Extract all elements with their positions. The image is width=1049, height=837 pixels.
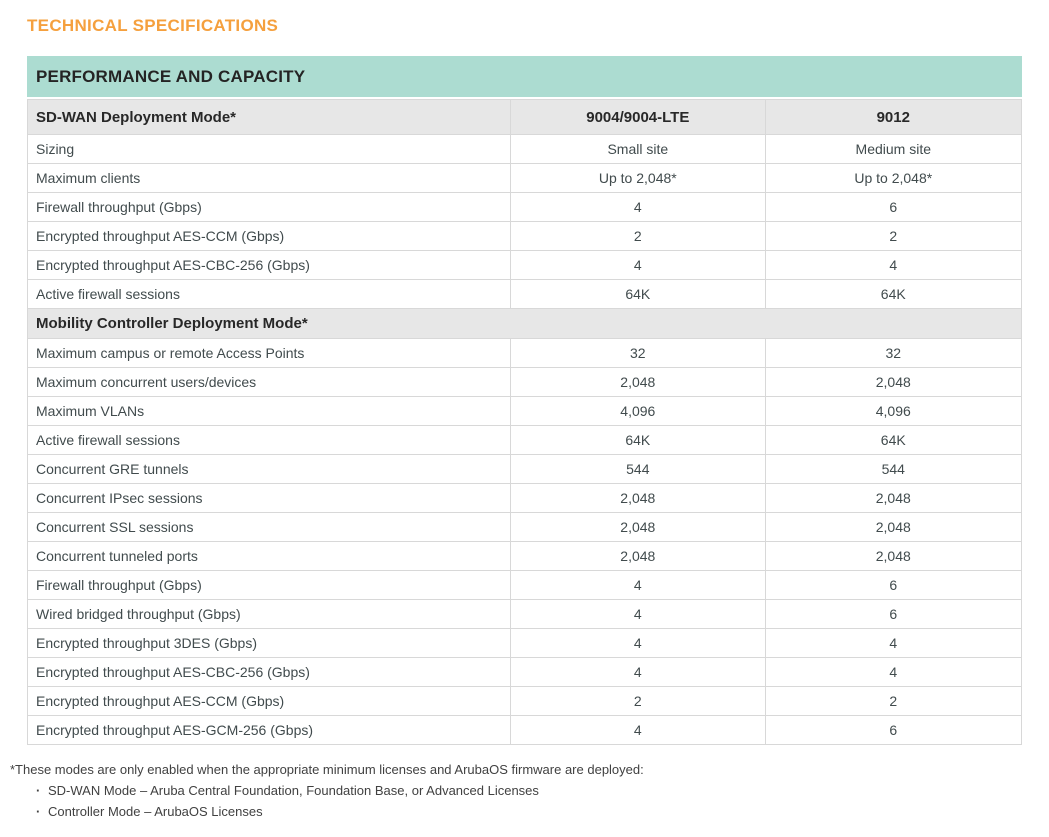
spec-value-9012: 2: [765, 687, 1021, 716]
spec-value-9004: 2: [511, 222, 765, 251]
table-row: [28, 571, 1022, 600]
spec-value-9004: 4: [511, 716, 765, 745]
spec-value-9004: 2: [511, 687, 765, 716]
footnote-bullet-text: SD-WAN Mode – Aruba Central Foundation, Foundation Base, or Advanced Licenses: [48, 783, 539, 798]
table-row: [28, 135, 1022, 164]
table-row: [28, 164, 1022, 193]
controller-rows-group: [28, 339, 1022, 745]
spec-value-9004: 4: [511, 658, 765, 687]
spec-label: Firewall throughput (Gbps): [28, 193, 511, 222]
table-row: [28, 455, 1022, 484]
performance-capacity-table: [27, 99, 1022, 745]
spec-value-9004: 2,048: [511, 368, 765, 397]
footnote-bullet-item: [36, 801, 1022, 822]
spec-label: Encrypted throughput AES-CCM (Gbps): [28, 687, 511, 716]
spec-value-9012: 4: [765, 629, 1021, 658]
spec-label: Firewall throughput (Gbps): [28, 571, 511, 600]
section-band-performance-capacity: [27, 56, 1022, 97]
table-row: [28, 280, 1022, 309]
table-row: [28, 629, 1022, 658]
spec-value-9012: 6: [765, 571, 1021, 600]
spec-value-9012: 6: [765, 600, 1021, 629]
spec-value-9012: Medium site: [765, 135, 1021, 164]
spec-label: Encrypted throughput 3DES (Gbps): [28, 629, 511, 658]
table-row: [28, 658, 1022, 687]
table-row: [28, 513, 1022, 542]
spec-label: Active firewall sessions: [28, 426, 511, 455]
spec-value-9004: Small site: [511, 135, 765, 164]
spec-label: Maximum campus or remote Access Points: [28, 339, 511, 368]
spec-label: Encrypted throughput AES-CBC-256 (Gbps): [28, 251, 511, 280]
spec-label: Maximum concurrent users/devices: [28, 368, 511, 397]
footnote-bullet-item: [36, 780, 1022, 801]
table-row: [28, 542, 1022, 571]
table-row: [28, 716, 1022, 745]
spec-label: Concurrent GRE tunnels: [28, 455, 511, 484]
footnote-bullet-text: Controller Mode – ArubaOS Licenses: [48, 804, 263, 819]
spec-value-9004: 4: [511, 251, 765, 280]
spec-label: Encrypted throughput AES-CCM (Gbps): [28, 222, 511, 251]
spec-value-9012: Up to 2,048*: [765, 164, 1021, 193]
spec-value-9004: 544: [511, 455, 765, 484]
table-row: [28, 251, 1022, 280]
table-row: [28, 397, 1022, 426]
spec-value-9004: 2,048: [511, 513, 765, 542]
spec-value-9012: 2,048: [765, 513, 1021, 542]
controller-section-group: [28, 309, 1022, 339]
spec-label: Concurrent IPsec sessions: [28, 484, 511, 513]
spec-value-9012: 4,096: [765, 397, 1021, 426]
footnote-bullet-list: [10, 780, 1022, 822]
spec-label: Encrypted throughput AES-CBC-256 (Gbps): [28, 658, 511, 687]
spec-value-9012: 64K: [765, 280, 1021, 309]
spec-value-9004: Up to 2,048*: [511, 164, 765, 193]
footnote: [10, 759, 1022, 822]
table-row: [28, 600, 1022, 629]
column-header-9004: 9004/9004-LTE: [511, 100, 765, 135]
bullet-icon: ·: [36, 783, 41, 798]
spec-value-9004: 4: [511, 629, 765, 658]
spec-value-9004: 4: [511, 193, 765, 222]
table-row: [28, 339, 1022, 368]
spec-value-9012: 2,048: [765, 368, 1021, 397]
table-row: [28, 222, 1022, 251]
table-row: [28, 687, 1022, 716]
spec-value-9004: 4,096: [511, 397, 765, 426]
spec-label: Maximum VLANs: [28, 397, 511, 426]
footnote-intro: *These modes are only enabled when the appropriate minimum licenses and ArubaOS firmware are deployed:: [10, 762, 644, 777]
spec-value-9012: 64K: [765, 426, 1021, 455]
spec-label: Wired bridged throughput (Gbps): [28, 600, 511, 629]
table-header-row: [28, 100, 1022, 135]
spec-label: Concurrent SSL sessions: [28, 513, 511, 542]
section-header-row: [28, 309, 1022, 339]
spec-value-9012: 6: [765, 193, 1021, 222]
spec-value-9012: 2: [765, 222, 1021, 251]
spec-value-9012: 32: [765, 339, 1021, 368]
spec-value-9004: 32: [511, 339, 765, 368]
page-title: TECHNICAL SPECIFICATIONS: [27, 16, 279, 35]
spec-value-9012: 2,048: [765, 484, 1021, 513]
column-header-sdwan-mode: SD-WAN Deployment Mode*: [28, 100, 511, 135]
spec-value-9004: 2,048: [511, 542, 765, 571]
table-row: [28, 368, 1022, 397]
spec-value-9012: 544: [765, 455, 1021, 484]
bullet-icon: ·: [36, 804, 41, 819]
spec-label: Sizing: [28, 135, 511, 164]
spec-label: Concurrent tunneled ports: [28, 542, 511, 571]
table-row: [28, 426, 1022, 455]
column-header-9012: 9012: [765, 100, 1021, 135]
sdwan-rows-group: [28, 135, 1022, 309]
spec-value-9004: 4: [511, 600, 765, 629]
spec-label: Maximum clients: [28, 164, 511, 193]
section-header-label: Mobility Controller Deployment Mode*: [28, 309, 1022, 339]
spec-label: Active firewall sessions: [28, 280, 511, 309]
spec-value-9012: 2,048: [765, 542, 1021, 571]
table-row: [28, 484, 1022, 513]
section-band-label: PERFORMANCE AND CAPACITY: [36, 66, 306, 86]
spec-value-9004: 64K: [511, 280, 765, 309]
datasheet-page: [0, 16, 1049, 745]
spec-value-9004: 4: [511, 571, 765, 600]
table-row: [28, 193, 1022, 222]
spec-value-9004: 64K: [511, 426, 765, 455]
spec-value-9012: 4: [765, 658, 1021, 687]
spec-label: Encrypted throughput AES-GCM-256 (Gbps): [28, 716, 511, 745]
spec-value-9012: 6: [765, 716, 1021, 745]
spec-value-9004: 2,048: [511, 484, 765, 513]
spec-value-9012: 4: [765, 251, 1021, 280]
